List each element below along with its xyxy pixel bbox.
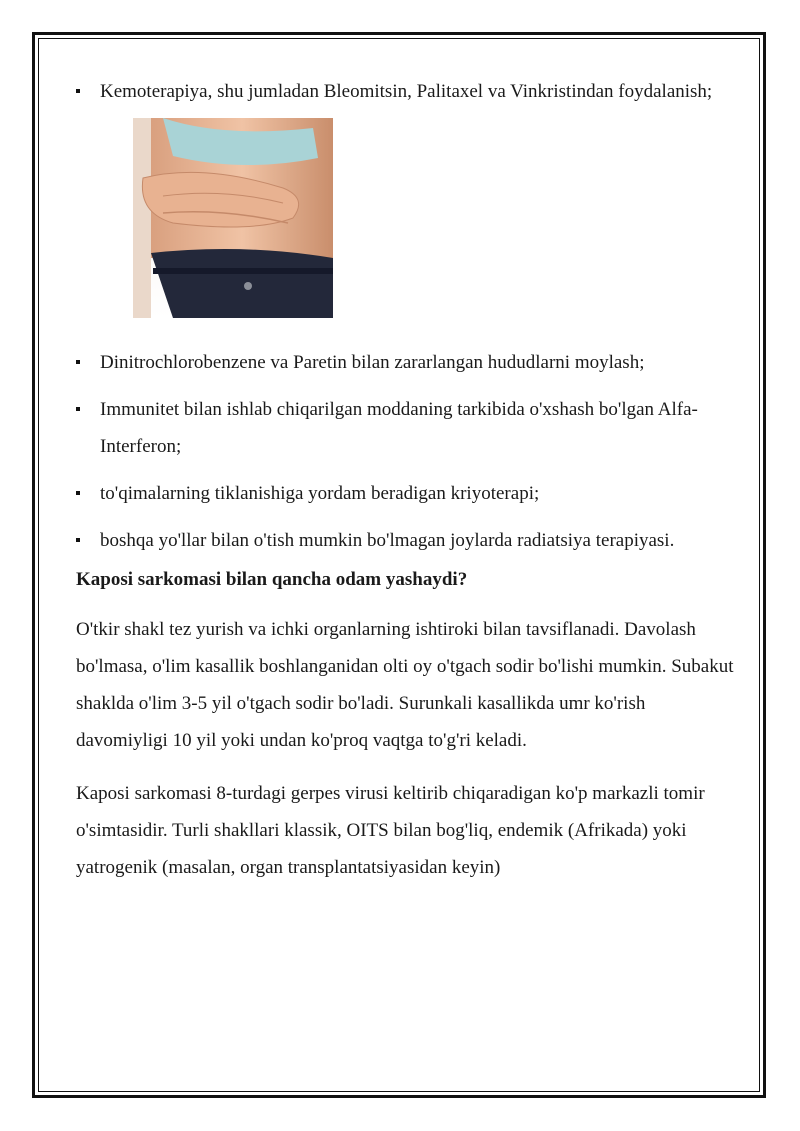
page-content: [76, 73, 736, 886]
bullet-icon: [76, 89, 80, 93]
list-item: [76, 522, 736, 559]
treatment-list-top: [76, 73, 736, 110]
treatment-list-bottom: [76, 344, 736, 559]
list-item-text: Dinitrochlorobenzene va Paretin bilan zararlangan hududlarni moylash;: [100, 352, 645, 373]
list-item-text: Kemoterapiya, shu jumladan Bleomitsin, Palitaxel va Vinkristindan foydalanish;: [100, 81, 713, 102]
list-item: [76, 475, 736, 512]
bullet-icon: [76, 360, 80, 364]
paragraph: Kaposi sarkomasi 8-turdagi gerpes virusi keltirib chiqaradigan ko'p markazli tomir o'simtasidir. Turli shakllari klassik, OITS bilan bog'liq, endemik (Afrikada) yoki yatrogenik (masalan, organ transplantatsiyasidan keyin): [76, 783, 705, 878]
list-item-text: boshqa yo'llar bilan o'tish mumkin bo'lmagan joylarda radiatsiya terapiyasi.: [100, 530, 675, 551]
list-item-text: to'qimalarning tiklanishiga yordam beradigan kriyoterapi;: [100, 483, 540, 504]
list-item: [76, 344, 736, 381]
list-item-text: Immunitet bilan ishlab chiqarilgan moddaning tarkibida o'xshash bo'lgan Alfa-Interferon;: [100, 399, 698, 457]
list-item: [76, 391, 736, 465]
bullet-icon: [76, 538, 80, 542]
abdominal-pain-photo: [133, 118, 333, 318]
bullet-icon: [76, 407, 80, 411]
photo-illustration: [133, 118, 333, 318]
paragraph: O'tkir shakl tez yurish va ichki organlarning ishtiroki bilan tavsiflanadi. Davolash bo'lmasa, o'lim kasallik boshlanganidan olti oy o'tgach sodir bo'lishi mumkin. Subakut shaklda o'lim 3-5 yil o'tgach sodir bo'ladi. Surunkali kasallikda umr ko'rish davomiyligi 10 yil yoki undan ko'proq vaqtga to'g'ri keladi.: [76, 619, 734, 751]
section-heading: Kaposi sarkomasi bilan qancha odam yashaydi?: [76, 569, 468, 590]
list-item: [76, 73, 736, 110]
bullet-icon: [76, 491, 80, 495]
